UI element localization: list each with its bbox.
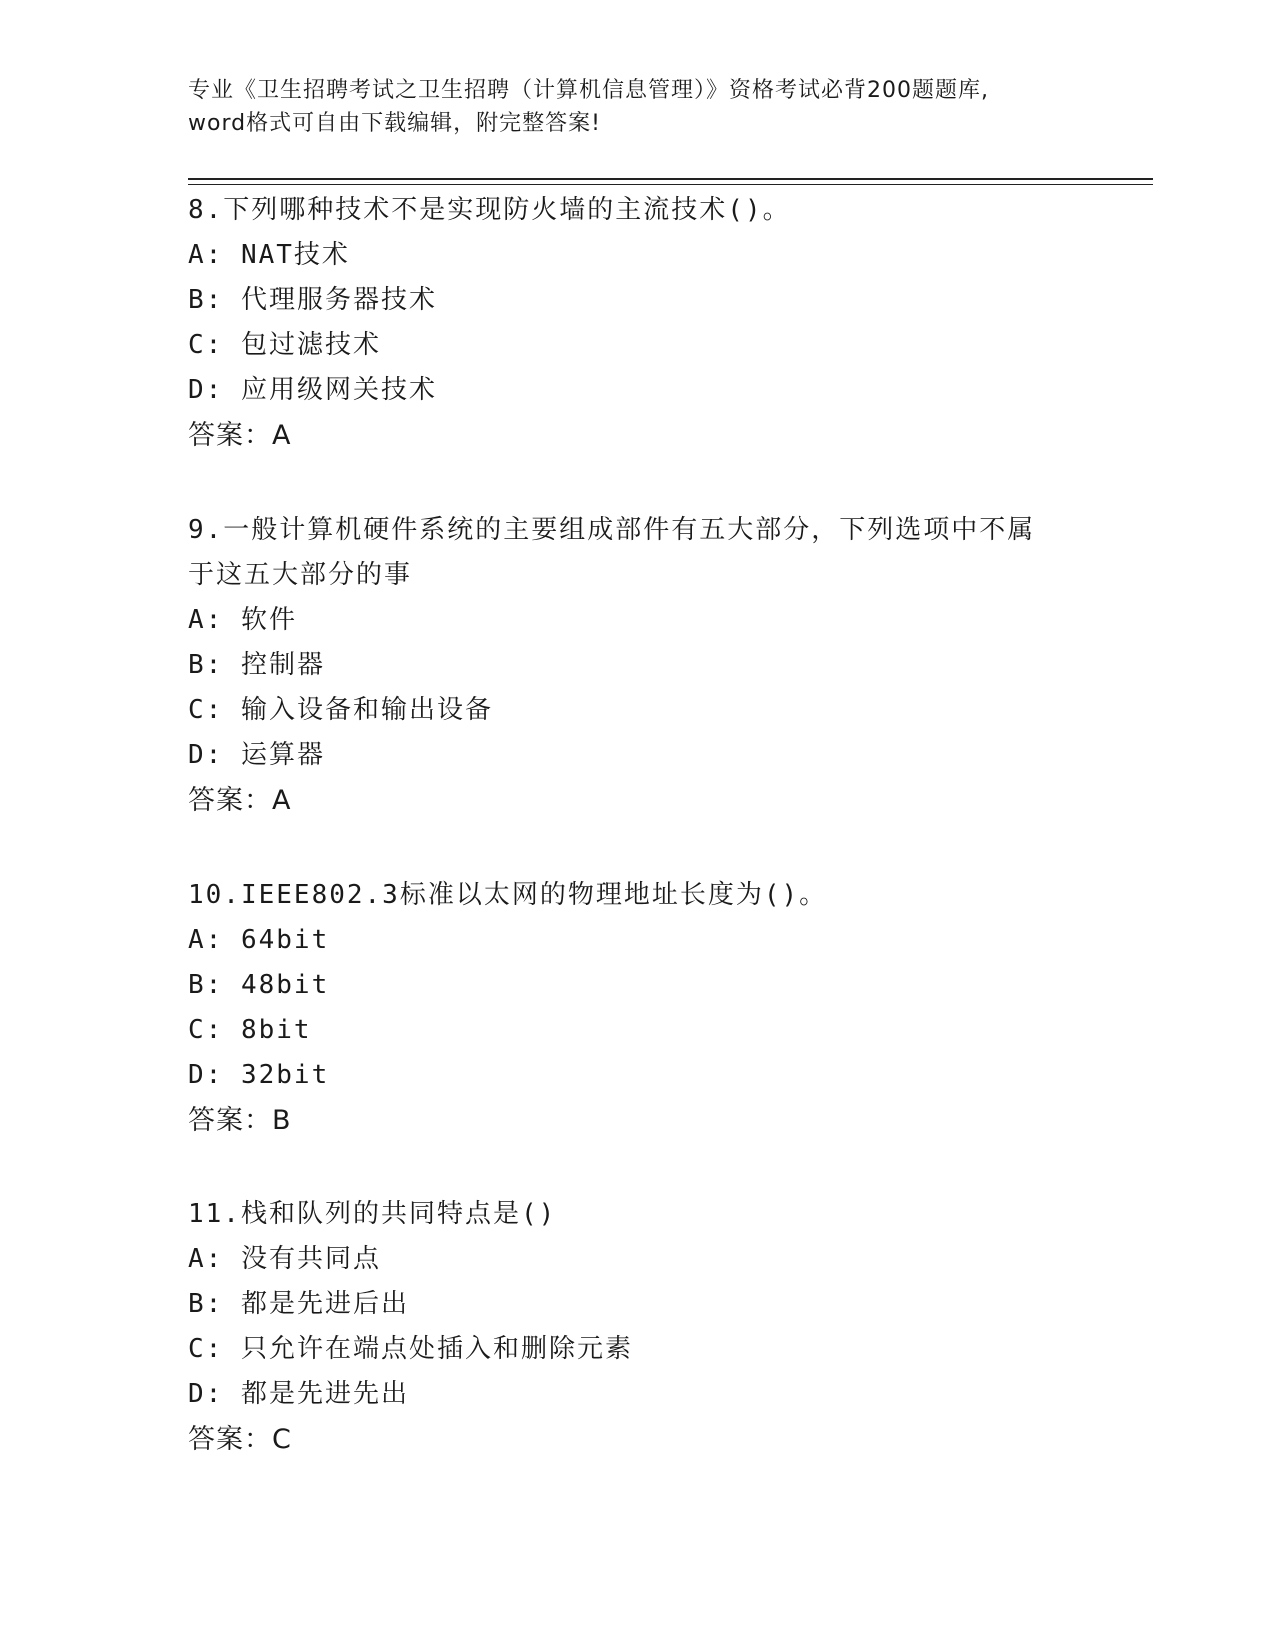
option-c: C: 包过滤技术 — [188, 330, 381, 360]
option-c: C: 8bit — [188, 1015, 312, 1045]
option-b: B: 代理服务器技术 — [188, 285, 437, 315]
question-9 — [188, 508, 1088, 823]
option-c: C: 输入设备和输出设备 — [188, 695, 493, 725]
header-line-1: 专业《卫生招聘考试之卫生招聘（计算机信息管理）》资格考试必背200题题库, — [188, 78, 989, 103]
option-b: B: 都是先进后出 — [188, 1289, 409, 1319]
question-10 — [188, 873, 1088, 1143]
option-b: B: 48bit — [188, 970, 330, 1000]
option-a: A: NAT技术 — [188, 240, 350, 270]
option-d: D: 应用级网关技术 — [188, 375, 437, 405]
option-d: D: 都是先进先出 — [188, 1379, 409, 1409]
option-a: A: 没有共同点 — [188, 1244, 381, 1274]
answer-label: 答案：C — [188, 1424, 292, 1455]
answer-label: 答案：B — [188, 1105, 292, 1136]
option-a: A: 软件 — [188, 605, 297, 635]
question-stem: 10.IEEE802.3标准以太网的物理地址长度为()。 — [188, 880, 828, 910]
option-a: A: 64bit — [188, 925, 330, 955]
header-line-2: word格式可自由下载编辑，附完整答案! — [188, 111, 601, 136]
answer-label: 答案：A — [188, 420, 292, 451]
question-11 — [188, 1192, 1088, 1462]
question-stem: 8.下列哪种技术不是实现防火墙的主流技术()。 — [188, 195, 791, 225]
question-stem-continued: 于这五大部分的事 — [188, 560, 413, 590]
option-d: D: 32bit — [188, 1060, 330, 1090]
question-stem: 9.一般计算机硬件系统的主要组成部件有五大部分，下列选项中不属 — [188, 515, 1036, 545]
option-c: C: 只允许在端点处插入和删除元素 — [188, 1334, 633, 1364]
option-d: D: 运算器 — [188, 740, 325, 770]
header-divider-thin — [188, 184, 1153, 185]
option-b: B: 控制器 — [188, 650, 325, 680]
question-stem: 11.栈和队列的共同特点是() — [188, 1199, 557, 1229]
answer-label: 答案：A — [188, 785, 292, 816]
header-divider — [188, 178, 1153, 180]
document-header — [188, 74, 1088, 140]
question-8 — [188, 188, 1088, 458]
